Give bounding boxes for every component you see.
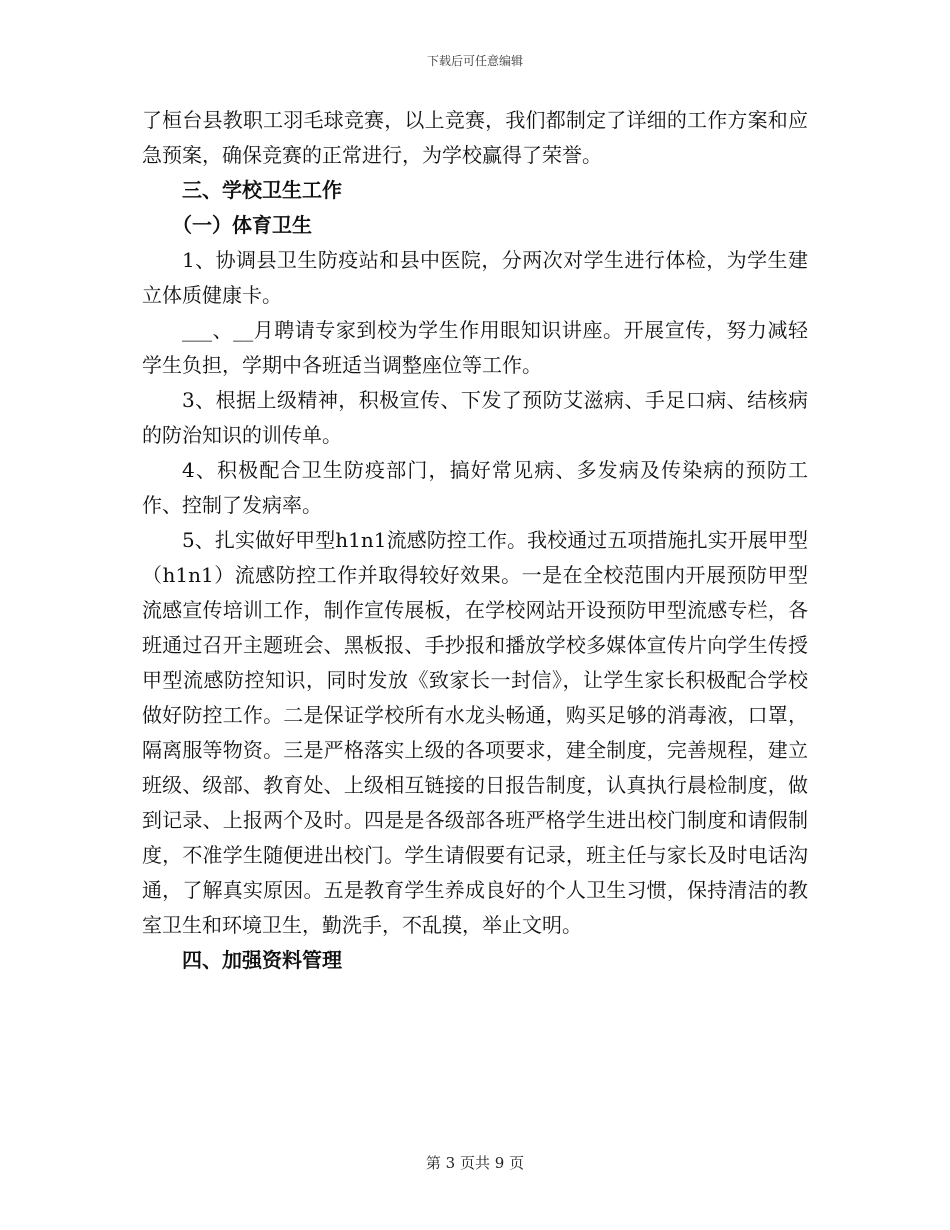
list-item-2: ___、__月聘请专家到校为学生作用眼知识讲座。开展宣传，努力减轻学生负担，学期中各班适当调整座位等工作。 (142, 318, 808, 377)
page-header: 下载后可任意编辑 (426, 54, 523, 68)
section-heading-3: 三、学校卫生工作 (182, 178, 342, 202)
list-item-4: 4、积极配合卫生防疫部门，搞好常见病、多发病及传染病的预防工作、控制了发病率。 (142, 458, 808, 517)
paragraph-continuation: 了桓台县教职工羽毛球竞赛，以上竞赛，我们都制定了详细的工作方案和应急预案，确保竞赛的正常进行，为学校赢得了荣誉。 (142, 108, 808, 167)
page-footer: 第 3 页共 9 页 (425, 1154, 525, 1172)
list-item-5: 5、扎实做好甲型h1n1流感防控工作。我校通过五项措施扎实开展甲型（h1n1）流感防控工作并取得较好效果。一是在全校范围内开展预防甲型流感宣传培训工作，制作宣传展板，在学校网站开设预防甲型流感专栏，各班通过召开主题班会、黑板报、手抄报和播放学校多媒体宣传片向学生传授甲型流感防控知识，同时发放《致家长一封信》，让学生家长积极配合学校做好防控工作。二是保证学校所有水龙头畅通，购买足够的消毒液，口罩，隔离服等物资。三是严格落实上级的各项要求，建全制度，完善规程，建立班级、级部、教育处、上级相互链接的日报告制度，认真执行晨检制度，做到记录、上报两个及时。四是是各级部各班严格学生进出校门制度和请假制度，不准学生随便进出校门。学生请假要有记录，班主任与家长及时电话沟通，了解真实原因。五是教育学生养成良好的个人卫生习惯，保持清洁的教室卫生和环境卫生，勤洗手，不乱摸，举止文明。 (142, 528, 808, 937)
document-body (142, 103, 808, 978)
list-item-3: 3、根据上级精神，积极宣传、下发了预防艾滋病、手足口病、结核病的防治知识的训传单。 (142, 388, 808, 447)
subsection-heading-1: （一）体育卫生 (172, 213, 312, 237)
section-heading-4: 四、加强资料管理 (182, 948, 342, 972)
list-item-1: 1、协调县卫生防疫站和县中医院，分两次对学生进行体检，为学生建立体质健康卡。 (142, 248, 808, 307)
